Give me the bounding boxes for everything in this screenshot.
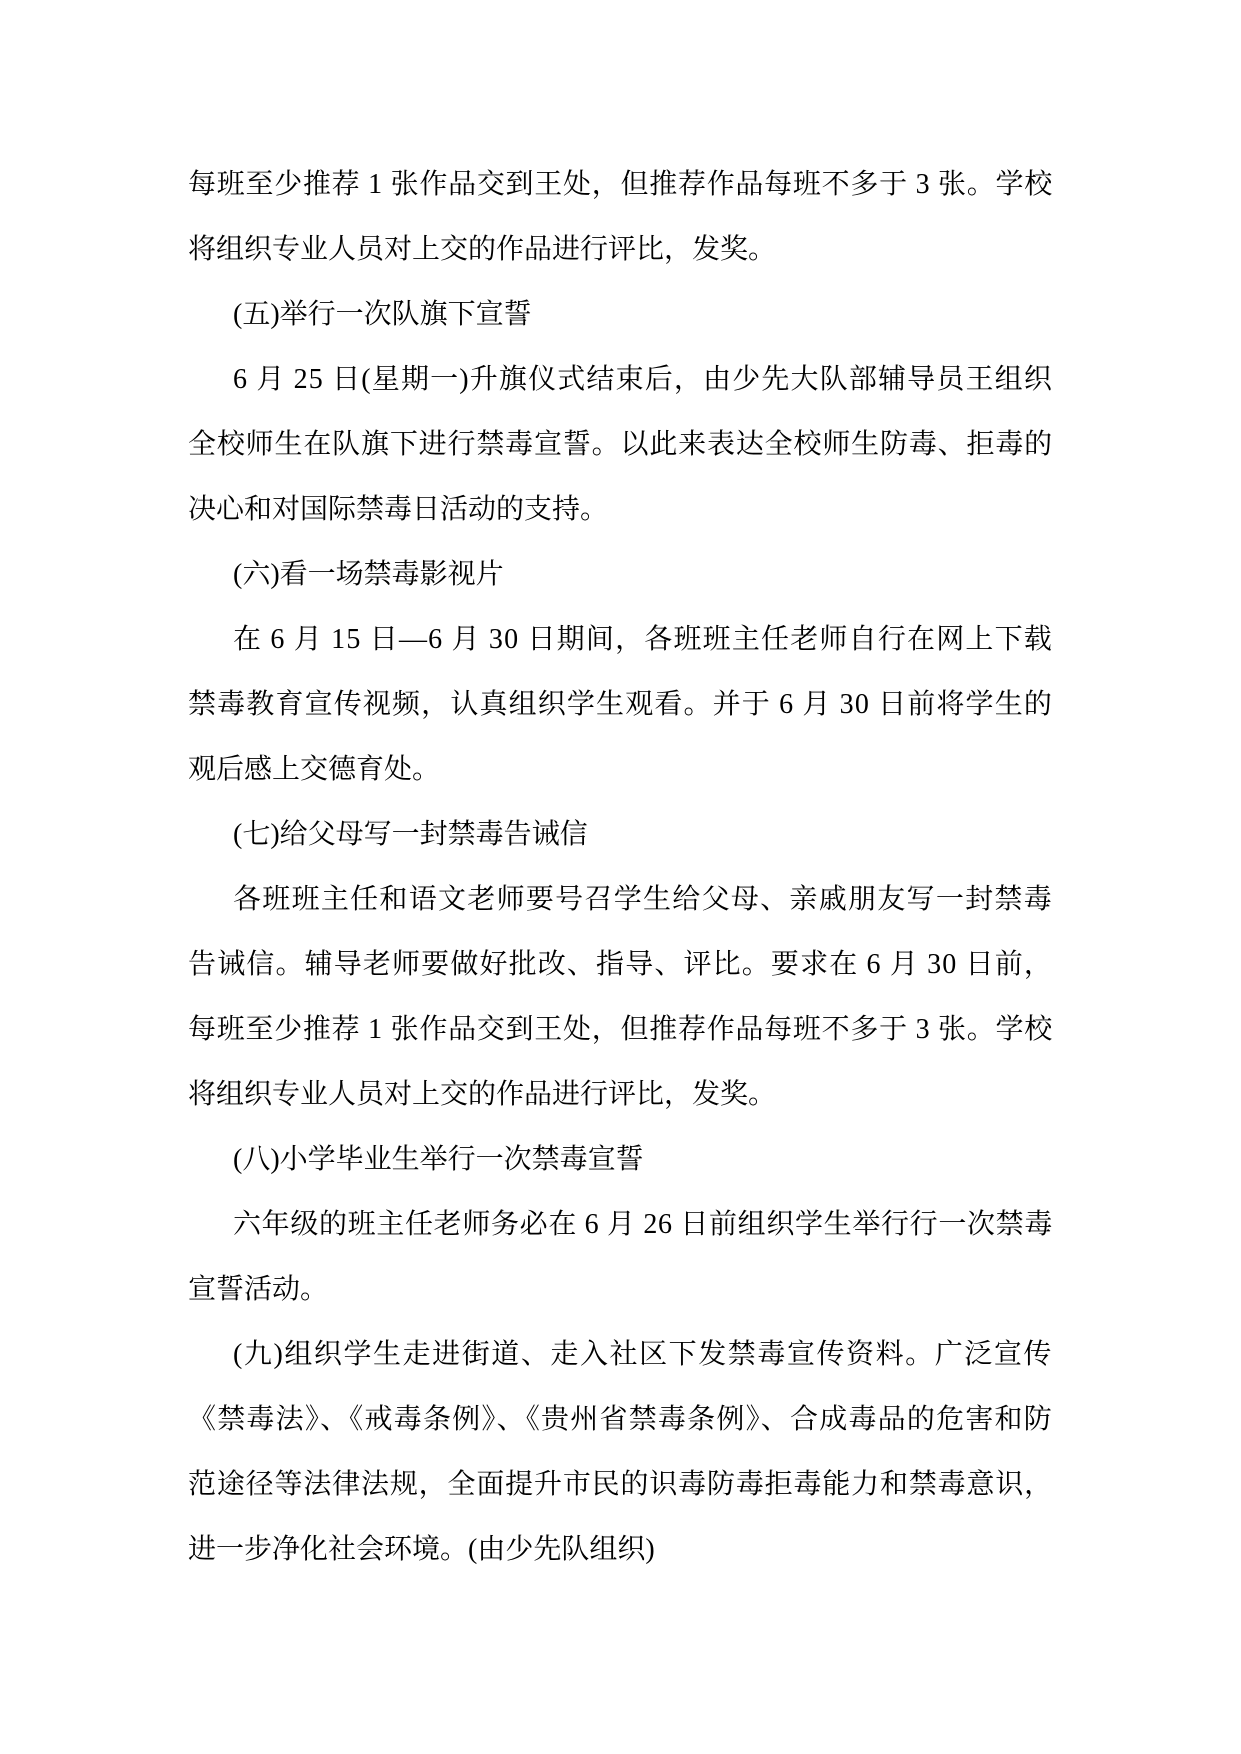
paragraph-line: 告诫信。辅导老师要做好批改、指导、评比。要求在 6 月 30 日前， [188,949,1053,980]
paragraph-line: 禁毒教育宣传视频，认真组织学生观看。并于 6 月 30 日前将学生的 [188,689,1053,720]
paragraph-line: 宣誓活动。 [188,1274,329,1305]
section-heading-text: (六)看一场禁毒影视片 [233,559,504,590]
paragraph [188,1322,1053,1582]
section-heading-text: (五)举行一次队旗下宣誓 [233,299,532,330]
paragraph [188,1192,1053,1322]
paragraph [188,607,1053,802]
paragraph-line: 观后感上交德育处。 [188,754,441,785]
paragraph-line: 决心和对国际禁毒日活动的支持。 [188,494,609,525]
section-heading [188,1127,1053,1192]
paragraph-line: 在 6 月 15 日—6 月 30 日期间，各班班主任老师自行在网上下载 [233,624,1053,655]
section-heading-text: (八)小学毕业生举行一次禁毒宣誓 [233,1144,644,1175]
document-body [188,152,1053,1582]
section-heading [188,542,1053,607]
section-heading [188,282,1053,347]
paragraph-line: 《禁毒法》、《戒毒条例》、《贵州省禁毒条例》、合成毒品的危害和防 [188,1404,1053,1435]
paragraph-line: 进一步净化社会环境。(由少先队组织) [188,1534,655,1565]
section-heading [188,802,1053,867]
paragraph-line: 各班班主任和语文老师要号召学生给父母、亲戚朋友写一封禁毒 [233,884,1053,915]
paragraph-line: 每班至少推荐 1 张作品交到王处，但推荐作品每班不多于 3 张。学校 [188,1014,1053,1045]
paragraph-line: 每班至少推荐 1 张作品交到王处，但推荐作品每班不多于 3 张。学校 [188,169,1053,200]
paragraph [188,347,1053,542]
paragraph-line: 范途径等法律法规，全面提升市民的识毒防毒拒毒能力和禁毒意识， [188,1469,1053,1500]
section-heading-text: (七)给父母写一封禁毒告诫信 [233,819,588,850]
paragraph-line: 全校师生在队旗下进行禁毒宣誓。以此来表达全校师生防毒、拒毒的 [188,429,1053,460]
paragraph-line: 六年级的班主任老师务必在 6 月 26 日前组织学生举行行一次禁毒 [233,1209,1053,1240]
paragraph-line: 将组织专业人员对上交的作品进行评比，发奖。 [188,234,777,265]
paragraph-line: 将组织专业人员对上交的作品进行评比，发奖。 [188,1079,777,1110]
paragraph-line: (九)组织学生走进街道、走入社区下发禁毒宣传资料。广泛宣传 [233,1339,1053,1370]
paragraph [188,152,1053,282]
paragraph [188,867,1053,1127]
paragraph-line: 6 月 25 日(星期一)升旗仪式结束后，由少先大队部辅导员王组织 [233,364,1053,395]
